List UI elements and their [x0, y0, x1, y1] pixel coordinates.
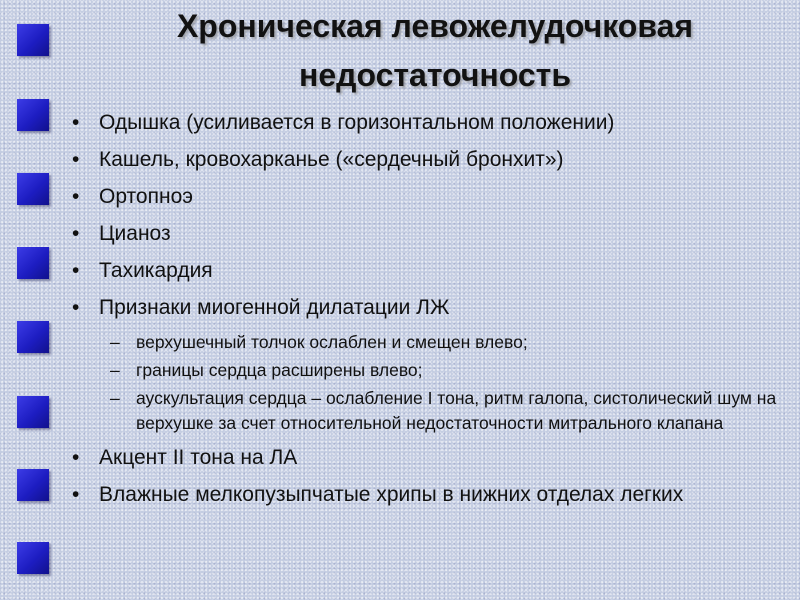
- sub-bullet-item: [72, 330, 792, 355]
- bullet-text: Тахикардия: [99, 259, 213, 282]
- decorative-square: [17, 396, 49, 428]
- title-line: недостаточность: [299, 57, 571, 93]
- bullet-text: Признаки миогенной дилатации ЛЖ: [99, 296, 450, 319]
- sub-bullet-item: [72, 358, 792, 383]
- sub-bullet-text: верхушечный толчок ослаблен и смещен влево;: [136, 332, 528, 352]
- bullet-text: Акцент II тона на ЛА: [99, 446, 298, 469]
- bullet-item: [72, 145, 792, 175]
- decorative-square: [17, 321, 49, 353]
- bullet-item: [72, 443, 792, 473]
- dash-marker: –: [110, 332, 120, 352]
- bullet-marker: •: [72, 446, 80, 469]
- bullet-text: Одышка (усиливается в горизонтальном положении): [99, 111, 615, 134]
- decorative-square: [17, 542, 49, 574]
- bullet-item: [72, 293, 792, 323]
- decorative-square: [17, 469, 49, 501]
- decorative-square: [17, 99, 49, 131]
- bullet-marker: •: [72, 259, 80, 282]
- bullet-marker: •: [72, 148, 80, 171]
- slide-title: [90, 2, 780, 100]
- sub-bullet-item: [72, 386, 792, 436]
- decorative-square: [17, 173, 49, 205]
- bullet-marker: •: [72, 222, 80, 245]
- bullet-item: [72, 219, 792, 249]
- decorative-squares-column: [0, 0, 60, 600]
- bullet-item: [72, 256, 792, 286]
- decorative-square: [17, 24, 49, 56]
- decorative-square: [17, 247, 49, 279]
- bullet-text: Влажные мелкопузыпчатые хрипы в нижних отделах легких: [99, 483, 684, 506]
- dash-marker: –: [110, 388, 120, 408]
- slide-content: [72, 108, 792, 517]
- bullet-item: [72, 182, 792, 212]
- bullet-marker: •: [72, 296, 80, 319]
- bullet-text: Кашель, кровохарканье («сердечный бронхит»): [99, 148, 564, 171]
- bullet-text: Цианоз: [99, 222, 171, 245]
- bullet-marker: •: [72, 111, 80, 134]
- bullet-marker: •: [72, 185, 80, 208]
- dash-marker: –: [110, 360, 120, 380]
- bullet-marker: •: [72, 483, 80, 506]
- bullet-item: [72, 480, 792, 510]
- sub-bullet-text: границы сердца расширены влево;: [136, 360, 423, 380]
- bullet-text: Ортопноэ: [99, 185, 193, 208]
- title-line: Хроническая левожелудочковая: [176, 8, 694, 44]
- sub-bullet-text: аускультация сердца – ослабление I тона, ритм галопа, систолический шум на верхушке за счет относительной недостаточности митрального клапана: [136, 388, 777, 433]
- bullet-item: [72, 108, 792, 138]
